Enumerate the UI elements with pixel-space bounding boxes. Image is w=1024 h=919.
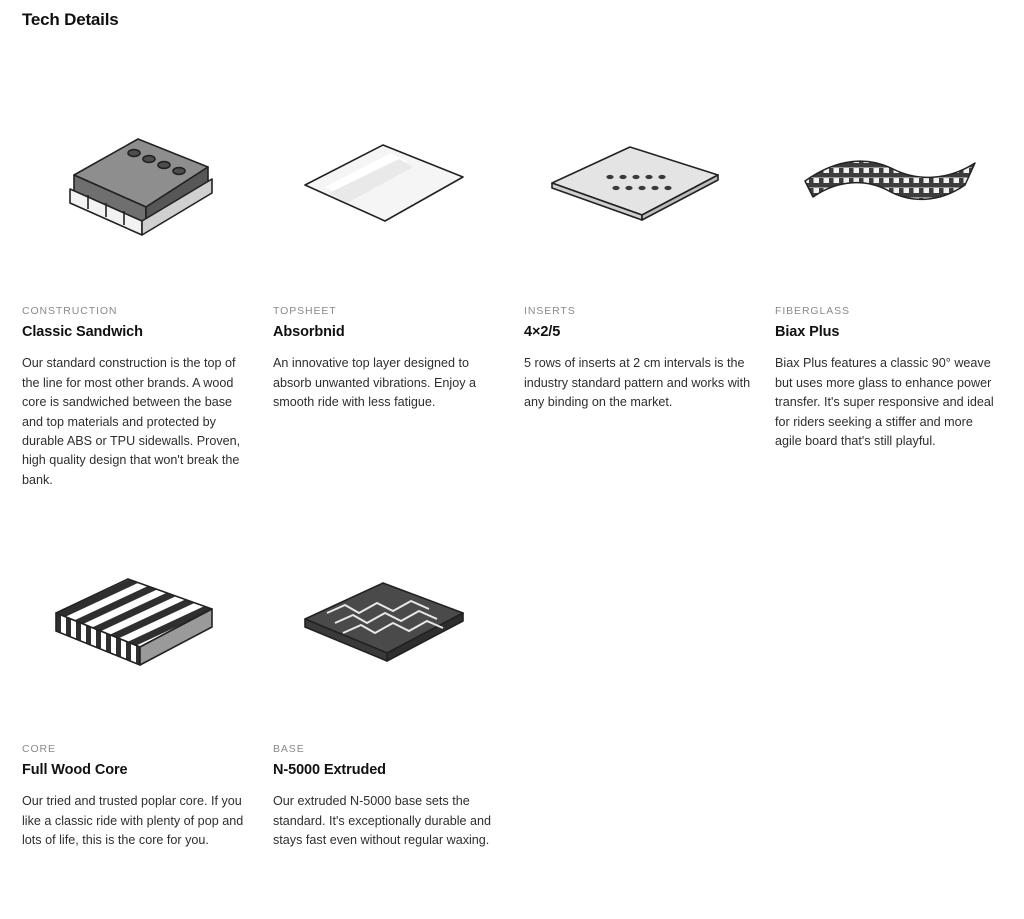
tech-card-description: Our standard construction is the top of the line for most other brands. A wood core is sandwiched between the base and top materials and protected by durable ABS or TPU sidewalls. Proven, high quality design that won't break the bank. [22, 356, 241, 487]
fiberglass-weave-icon [775, 70, 1002, 305]
tech-card-topsheet [273, 70, 524, 490]
tech-card-category: CONSTRUCTION [22, 305, 118, 318]
tech-card-category: INSERTS [524, 305, 576, 318]
tech-card-base [273, 508, 524, 850]
tech-card-core [22, 508, 273, 850]
tech-details-page [0, 10, 1024, 919]
extruded-base-icon [273, 508, 500, 743]
tech-card-name: Full Wood Core [22, 762, 128, 779]
tech-card-description: Our extruded N-5000 base sets the standard. It's exceptionally durable and stays fast even without regular waxing. [273, 794, 492, 848]
tech-details-grid [22, 70, 1002, 850]
tech-card-description: Biax Plus features a classic 90° weave but uses more glass to enhance power transfer. It's super responsive and ideal for riders seeking a stiffer and more agile board that's still playful. [775, 356, 994, 449]
tech-card-inserts [524, 70, 775, 490]
page-title: Tech Details [22, 10, 119, 29]
tech-card-name: Absorbnid [273, 324, 345, 341]
wood-core-icon [22, 508, 249, 743]
topsheet-icon [273, 70, 500, 305]
tech-card-description: 5 rows of inserts at 2 cm intervals is the industry standard pattern and works with any binding on the market. [524, 356, 751, 410]
tech-card-fiberglass [775, 70, 1024, 490]
inserts-pattern-icon [524, 70, 751, 305]
tech-card-category: CORE [22, 743, 56, 756]
tech-card-category: TOPSHEET [273, 305, 337, 318]
tech-card-construction [22, 70, 273, 490]
tech-card-name: 4×2/5 [524, 324, 561, 341]
tech-card-description: An innovative top layer designed to absorb unwanted vibrations. Enjoy a smooth ride with less fatigue. [273, 356, 477, 410]
tech-card-name: Classic Sandwich [22, 324, 143, 341]
tech-card-category: FIBERGLASS [775, 305, 850, 318]
tech-card-name: N-5000 Extruded [273, 762, 386, 779]
tech-card-description: Our tried and trusted poplar core. If you like a classic ride with plenty of pop and lots of life, this is the core for you. [22, 794, 244, 848]
sandwich-construction-icon [22, 70, 249, 305]
tech-card-category: BASE [273, 743, 305, 756]
tech-card-name: Biax Plus [775, 324, 840, 341]
